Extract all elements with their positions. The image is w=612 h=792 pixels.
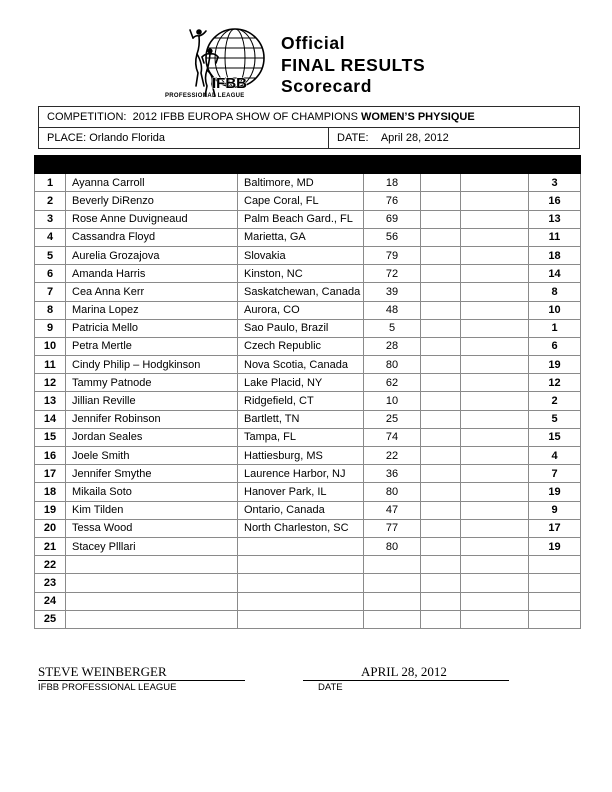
place-cell — [529, 556, 581, 574]
city-cell: Hanover Park, IL — [238, 483, 364, 501]
score-cell: 18 — [364, 174, 421, 192]
name-cell: Petra Mertle — [66, 337, 238, 355]
blank-cell-2 — [461, 610, 529, 628]
blank-cell-2 — [461, 210, 529, 228]
blank-cell-2 — [461, 265, 529, 283]
name-cell: Jennifer Smythe — [66, 465, 238, 483]
blank-cell-2 — [461, 428, 529, 446]
name-cell: Cindy Philip – Hodgkinson — [66, 356, 238, 374]
place-cell: 17 — [529, 519, 581, 537]
table-row — [35, 428, 581, 446]
blank-cell-1 — [421, 410, 461, 428]
table-row — [35, 337, 581, 355]
header-cell — [421, 156, 461, 174]
blank-cell-1 — [421, 483, 461, 501]
blank-cell-2 — [461, 519, 529, 537]
blank-cell-1 — [421, 265, 461, 283]
rank-cell: 3 — [35, 210, 66, 228]
blank-cell-2 — [461, 537, 529, 555]
date-cell — [329, 128, 579, 148]
score-cell: 80 — [364, 356, 421, 374]
table-row — [35, 356, 581, 374]
rank-cell: 8 — [35, 301, 66, 319]
city-cell: Ridgefield, CT — [238, 392, 364, 410]
city-cell: Bartlett, TN — [238, 410, 364, 428]
city-cell: Hattiesburg, MS — [238, 447, 364, 465]
name-cell: Aurelia Grozajova — [66, 246, 238, 264]
city-cell: Marietta, GA — [238, 228, 364, 246]
blank-cell-2 — [461, 392, 529, 410]
blank-cell-2 — [461, 465, 529, 483]
table-row — [35, 374, 581, 392]
score-cell — [364, 556, 421, 574]
date-label: DATE: — [337, 132, 369, 144]
rank-cell: 20 — [35, 519, 66, 537]
blank-cell-2 — [461, 501, 529, 519]
name-cell: Jennifer Robinson — [66, 410, 238, 428]
score-cell: 62 — [364, 374, 421, 392]
header-cell — [35, 156, 66, 174]
place-cell: 12 — [529, 374, 581, 392]
logo-league-text: PROFESSIONAL LEAGUE — [165, 93, 245, 99]
score-cell — [364, 592, 421, 610]
blank-cell-1 — [421, 174, 461, 192]
place-cell — [529, 592, 581, 610]
city-cell: Baltimore, MD — [238, 174, 364, 192]
name-cell: Cea Anna Kerr — [66, 283, 238, 301]
rank-cell: 15 — [35, 428, 66, 446]
ifbb-logo — [163, 26, 268, 100]
place-cell: 14 — [529, 265, 581, 283]
rank-cell: 5 — [35, 246, 66, 264]
blank-cell-2 — [461, 337, 529, 355]
blank-cell-2 — [461, 483, 529, 501]
rank-cell: 4 — [35, 228, 66, 246]
document-title — [281, 33, 425, 98]
table-row — [35, 610, 581, 628]
table-row — [35, 174, 581, 192]
city-cell: Aurora, CO — [238, 301, 364, 319]
rank-cell: 19 — [35, 501, 66, 519]
city-cell — [238, 556, 364, 574]
rank-cell: 25 — [35, 610, 66, 628]
competition-row — [39, 107, 579, 128]
competition-name: 2012 IFBB EUROPA SHOW OF CHAMPIONS — [132, 111, 358, 123]
blank-cell-2 — [461, 319, 529, 337]
table-row — [35, 592, 581, 610]
place-cell: 18 — [529, 246, 581, 264]
competition-label: COMPETITION: — [47, 111, 127, 123]
city-cell: Kinston, NC — [238, 265, 364, 283]
blank-cell-2 — [461, 283, 529, 301]
name-cell: Ayanna Carroll — [66, 174, 238, 192]
table-row — [35, 283, 581, 301]
score-cell — [364, 574, 421, 592]
name-cell — [66, 592, 238, 610]
score-cell: 76 — [364, 192, 421, 210]
table-row — [35, 574, 581, 592]
table-row — [35, 319, 581, 337]
rank-cell: 18 — [35, 483, 66, 501]
blank-cell-2 — [461, 592, 529, 610]
place-cell: 19 — [529, 356, 581, 374]
header-cell — [66, 156, 238, 174]
table-row — [35, 246, 581, 264]
city-cell: Czech Republic — [238, 337, 364, 355]
place-cell: 16 — [529, 192, 581, 210]
place-cell: 2 — [529, 392, 581, 410]
city-cell — [238, 592, 364, 610]
rank-cell: 23 — [35, 574, 66, 592]
table-row — [35, 192, 581, 210]
score-cell: 80 — [364, 537, 421, 555]
rank-cell: 11 — [35, 356, 66, 374]
rank-cell: 21 — [35, 537, 66, 555]
name-cell: Tessa Wood — [66, 519, 238, 537]
place-cell: 19 — [529, 537, 581, 555]
place-cell: 4 — [529, 447, 581, 465]
blank-cell-2 — [461, 374, 529, 392]
blank-cell-1 — [421, 374, 461, 392]
name-cell: Beverly DiRenzo — [66, 192, 238, 210]
city-cell — [238, 574, 364, 592]
blank-cell-1 — [421, 537, 461, 555]
city-cell: Tampa, FL — [238, 428, 364, 446]
score-cell: 39 — [364, 283, 421, 301]
blank-cell-1 — [421, 574, 461, 592]
competition-cell — [39, 107, 475, 127]
name-cell — [66, 610, 238, 628]
rank-cell: 16 — [35, 447, 66, 465]
place-cell: 6 — [529, 337, 581, 355]
score-cell: 10 — [364, 392, 421, 410]
title-line-final-results: FINAL RESULTS — [281, 54, 426, 75]
name-cell: Jordan Seales — [66, 428, 238, 446]
table-row — [35, 265, 581, 283]
rank-cell: 14 — [35, 410, 66, 428]
header-cell — [461, 156, 529, 174]
blank-cell-2 — [461, 556, 529, 574]
blank-cell-2 — [461, 228, 529, 246]
name-cell: Cassandra Floyd — [66, 228, 238, 246]
table-row — [35, 519, 581, 537]
title-line-official: Official — [281, 33, 346, 53]
name-cell: Tammy Patnode — [66, 374, 238, 392]
score-cell: 72 — [364, 265, 421, 283]
place-cell: 15 — [529, 428, 581, 446]
blank-cell-1 — [421, 392, 461, 410]
score-cell: 74 — [364, 428, 421, 446]
blank-cell-2 — [461, 301, 529, 319]
name-cell: Patricia Mello — [66, 319, 238, 337]
place-cell: 1 — [529, 319, 581, 337]
place-cell: 7 — [529, 465, 581, 483]
place-cell — [529, 610, 581, 628]
place-cell — [39, 128, 329, 148]
blank-cell-2 — [461, 574, 529, 592]
name-cell: Amanda Harris — [66, 265, 238, 283]
blank-cell-1 — [421, 592, 461, 610]
rank-cell: 13 — [35, 392, 66, 410]
place-cell: 3 — [529, 174, 581, 192]
blank-cell-1 — [421, 428, 461, 446]
signature-date-value: APRIL 28, 2012 — [361, 664, 447, 679]
blank-cell-1 — [421, 337, 461, 355]
city-cell: Lake Placid, NY — [238, 374, 364, 392]
signature-date-label: DATE — [318, 682, 343, 693]
name-cell — [66, 574, 238, 592]
blank-cell-1 — [421, 610, 461, 628]
signature-name-line — [38, 664, 245, 681]
name-cell: Joele Smith — [66, 447, 238, 465]
place-label: PLACE: — [47, 132, 87, 144]
table-row — [35, 465, 581, 483]
score-cell: 5 — [364, 319, 421, 337]
rank-cell: 1 — [35, 174, 66, 192]
city-cell: Ontario, Canada — [238, 501, 364, 519]
blank-cell-1 — [421, 301, 461, 319]
place-cell: 13 — [529, 210, 581, 228]
score-cell: 48 — [364, 301, 421, 319]
table-row — [35, 392, 581, 410]
city-cell — [238, 537, 364, 555]
place-cell: 11 — [529, 228, 581, 246]
rank-cell: 22 — [35, 556, 66, 574]
score-cell: 79 — [364, 246, 421, 264]
table-row — [35, 447, 581, 465]
blank-cell-2 — [461, 192, 529, 210]
blank-cell-1 — [421, 228, 461, 246]
blank-cell-1 — [421, 519, 461, 537]
blank-cell-1 — [421, 447, 461, 465]
name-cell: Mikaila Soto — [66, 483, 238, 501]
blank-cell-1 — [421, 246, 461, 264]
title-line-scorecard: Scorecard — [281, 76, 373, 96]
header-cell — [529, 156, 581, 174]
table-row — [35, 301, 581, 319]
name-cell: Stacey Plllari — [66, 537, 238, 555]
place-cell: 9 — [529, 501, 581, 519]
city-cell: Nova Scotia, Canada — [238, 356, 364, 374]
city-cell: Cape Coral, FL — [238, 192, 364, 210]
signer-name: STEVE WEINBERGER — [38, 664, 167, 679]
results-table — [34, 155, 581, 629]
city-cell: Saskatchewan, Canada — [238, 283, 364, 301]
header-cell — [364, 156, 421, 174]
score-cell: 77 — [364, 519, 421, 537]
place-cell: 10 — [529, 301, 581, 319]
rank-cell: 17 — [35, 465, 66, 483]
score-cell: 22 — [364, 447, 421, 465]
place-cell: 19 — [529, 483, 581, 501]
rank-cell: 24 — [35, 592, 66, 610]
blank-cell-1 — [421, 356, 461, 374]
city-cell: Palm Beach Gard., FL — [238, 210, 364, 228]
logo-ifbb-text: IFBB — [212, 75, 247, 92]
city-cell — [238, 610, 364, 628]
blank-cell-1 — [421, 501, 461, 519]
blank-cell-2 — [461, 410, 529, 428]
blank-cell-2 — [461, 447, 529, 465]
rank-cell: 7 — [35, 283, 66, 301]
city-cell: Sao Paulo, Brazil — [238, 319, 364, 337]
rank-cell: 10 — [35, 337, 66, 355]
score-cell — [364, 610, 421, 628]
name-cell: Rose Anne Duvigneaud — [66, 210, 238, 228]
city-cell: Laurence Harbor, NJ — [238, 465, 364, 483]
blank-cell-2 — [461, 246, 529, 264]
place-value: Orlando Florida — [89, 132, 166, 144]
rank-cell: 2 — [35, 192, 66, 210]
blank-cell-1 — [421, 556, 461, 574]
table-row — [35, 556, 581, 574]
results-body — [35, 156, 581, 629]
signer-organization: IFBB PROFESSIONAL LEAGUE — [38, 682, 177, 693]
blank-cell-1 — [421, 319, 461, 337]
score-cell: 47 — [364, 501, 421, 519]
table-row — [35, 537, 581, 555]
blank-cell-2 — [461, 174, 529, 192]
score-cell: 56 — [364, 228, 421, 246]
score-cell: 25 — [364, 410, 421, 428]
place-cell: 8 — [529, 283, 581, 301]
rank-cell: 6 — [35, 265, 66, 283]
place-cell — [529, 574, 581, 592]
rank-cell: 9 — [35, 319, 66, 337]
date-value: April 28, 2012 — [380, 132, 449, 144]
table-row — [35, 410, 581, 428]
name-cell: Marina Lopez — [66, 301, 238, 319]
rank-cell: 12 — [35, 374, 66, 392]
blank-cell-1 — [421, 283, 461, 301]
score-cell: 69 — [364, 210, 421, 228]
blank-cell-1 — [421, 465, 461, 483]
table-row — [35, 228, 581, 246]
blank-cell-1 — [421, 210, 461, 228]
score-cell: 28 — [364, 337, 421, 355]
city-cell: Slovakia — [238, 246, 364, 264]
competition-info-table — [38, 106, 580, 149]
city-cell: North Charleston, SC — [238, 519, 364, 537]
table-row — [35, 501, 581, 519]
name-cell — [66, 556, 238, 574]
table-row — [35, 483, 581, 501]
blank-cell-1 — [421, 192, 461, 210]
score-cell: 36 — [364, 465, 421, 483]
name-cell: Jillian Reville — [66, 392, 238, 410]
table-row — [35, 210, 581, 228]
place-cell: 5 — [529, 410, 581, 428]
name-cell: Kim Tilden — [66, 501, 238, 519]
competition-division: WOMEN’S PHYSIQUE — [361, 111, 475, 123]
place-date-row — [39, 128, 579, 148]
signature-date-line — [303, 664, 509, 681]
blank-cell-2 — [461, 356, 529, 374]
header-cell — [238, 156, 364, 174]
table-header-bar — [35, 156, 581, 174]
score-cell: 80 — [364, 483, 421, 501]
